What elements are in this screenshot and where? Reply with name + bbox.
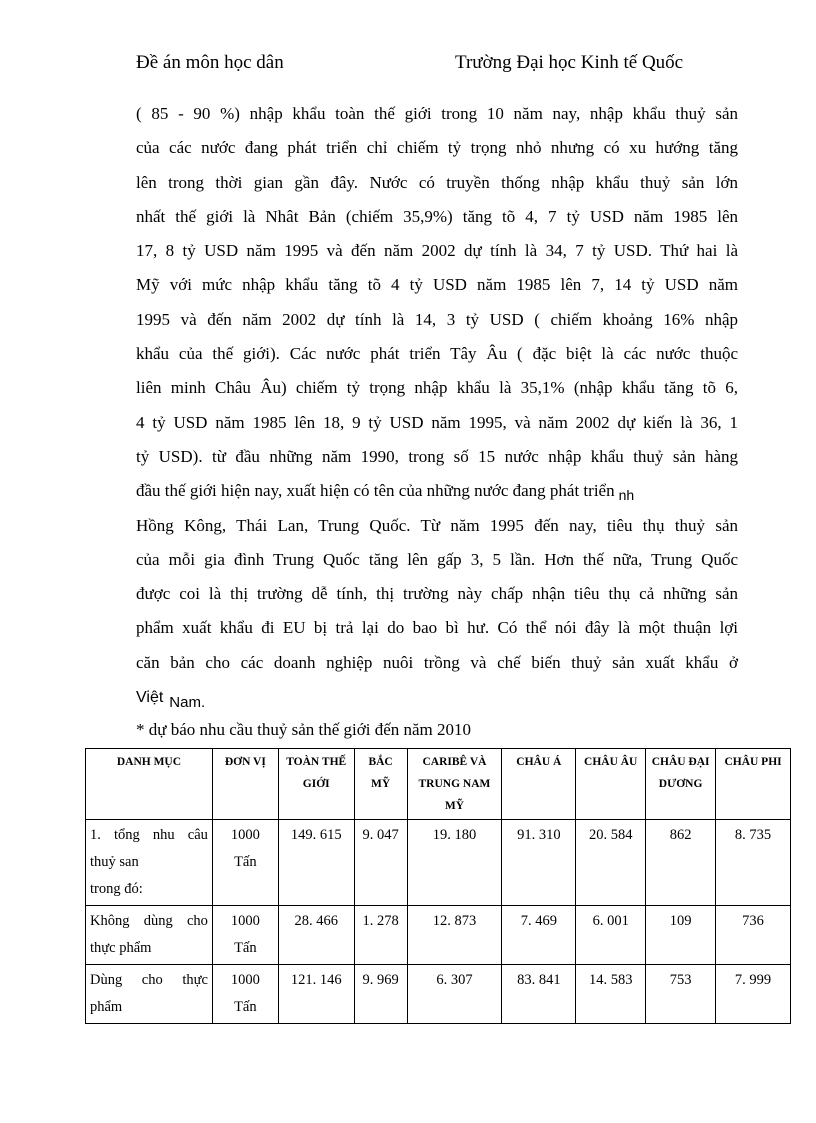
table-header-cell: CARIBÊ VÀ TRUNG NAM MỸ: [407, 749, 502, 820]
body-line-tail: nh: [618, 487, 635, 504]
table-header-cell: CHÂU ÂU: [576, 749, 646, 820]
body-line: Hồng Kông, Thái Lan, Trung Quốc. Từ năm 1995 đến nay, tiêu thụ thuỷ sản: [136, 515, 738, 535]
table-value-cell: 736: [716, 906, 791, 965]
table-category-cell: [86, 820, 213, 906]
header-course-title: Đề án môn học dân: [136, 52, 284, 73]
table-value-cell: 7. 999: [716, 965, 791, 1024]
table-row: [86, 965, 791, 1024]
table-category-cell: [86, 965, 213, 1024]
body-line: nhất thế giới là Nhât Bản (chiếm 35,9%) tăng tõ 4, 7 tỷ USD năm 1985 lên: [136, 206, 738, 226]
unit-line: 1000: [230, 913, 260, 929]
table-value-cell: 6. 307: [407, 965, 502, 1024]
body-last-line: [136, 680, 738, 714]
table-value-cell: 14. 583: [576, 965, 646, 1024]
body-line: khẩu của thế giới). Các nước phát triển Tây Âu ( đặc biệt là các nước thuộc: [136, 344, 738, 364]
body-paragraph: [136, 97, 738, 714]
table-header-cell: CHÂU Á: [502, 749, 576, 820]
table-value-cell: 109: [646, 906, 716, 965]
table-value-cell: 83. 841: [502, 965, 576, 1024]
body-line: 4 tỷ USD năm 1985 lên 18, 9 tỷ USD năm 1995, và năm 2002 dự kiến là 36, 1: [136, 412, 738, 432]
unit-line: Tấn: [234, 999, 257, 1015]
forecast-title: * dự báo nhu cầu thuỷ sản thế giới đến năm 2010: [136, 720, 472, 739]
table-header-cell: TOÀN THẾ GIỚI: [278, 749, 354, 820]
category-line: phẩm: [90, 999, 123, 1015]
category-line: Dùng cho thực: [90, 972, 208, 988]
table-row: [86, 906, 791, 965]
table-value-cell: 9. 969: [354, 965, 407, 1024]
table-value-cell: 1. 278: [354, 906, 407, 965]
table-value-cell: 28. 466: [278, 906, 354, 965]
unit-line: 1000: [230, 827, 260, 843]
body-line: lên trong thời gian gần đây. Nước có truyền thống nhập khẩu thuỷ sản lớn: [136, 172, 738, 192]
body-line: được coi là thị trường dễ tính, thị trường này chấp nhận tiêu thụ cả những sản: [136, 584, 738, 604]
unit-line: Tấn: [234, 940, 257, 956]
table-value-cell: 20. 584: [576, 820, 646, 906]
table-header-cell: DANH MỤC: [86, 749, 213, 820]
table-unit-cell: [212, 906, 278, 965]
table-value-cell: 19. 180: [407, 820, 502, 906]
body-line: căn bản cho các doanh nghiệp nuôi trồng và chế biến thuỷ sản xuất khẩu ở: [136, 652, 738, 672]
category-line: 1. tổng nhu câu: [90, 827, 208, 843]
table-value-cell: 8. 735: [716, 820, 791, 906]
category-line: Không dùng cho: [90, 913, 208, 929]
table-header-cell: CHÂU ĐẠI DƯƠNG: [646, 749, 716, 820]
table-header-cell: BẮC MỸ: [354, 749, 407, 820]
table-category-cell: [86, 906, 213, 965]
body-last-word-2: Nam.: [169, 694, 206, 712]
body-line: Mỹ với mức nhập khẩu tăng tõ 4 tỷ USD năm 1985 lên 7, 14 tỷ USD năm: [136, 275, 738, 295]
body-line: 17, 8 tỷ USD năm 1995 và đến năm 2002 dự tính là 34, 7 tỷ USD. Thứ hai là: [136, 241, 738, 261]
table-value-cell: 9. 047: [354, 820, 407, 906]
body-line: tỷ USD). từ đầu những năm 1990, trong số 15 nước nhập khẩu thuỷ sản hàng: [136, 446, 738, 466]
table-value-cell: 149. 615: [278, 820, 354, 906]
table-header-row: [86, 749, 791, 820]
table-row: [86, 820, 791, 906]
body-line: [136, 474, 738, 508]
table-value-cell: 6. 001: [576, 906, 646, 965]
header-university-name: Trường Đại học Kinh tế Quốc: [455, 52, 684, 73]
body-line: của các nước đang phát triển chỉ chiếm tỷ trọng nhỏ nhưng có xu hướng tăng: [136, 138, 738, 158]
table-unit-cell: [212, 965, 278, 1024]
table-header-cell: ĐƠN VỊ: [212, 749, 278, 820]
category-line: thực phẩm: [90, 940, 152, 956]
table-header-cell: CHÂU PHI: [716, 749, 791, 820]
table-value-cell: 862: [646, 820, 716, 906]
unit-line: Tấn: [234, 854, 257, 870]
table-unit-cell: [212, 820, 278, 906]
body-line: phẩm xuất khẩu đi EU bị trả lại do bao bì hư. Có thể nói đây là một thuận lợi: [136, 618, 738, 638]
body-line: của mỗi gia đình Trung Quốc tăng lên gấp 3, 5 lần. Hơn thế nữa, Trung Quốc: [136, 549, 738, 569]
unit-line: 1000: [230, 972, 260, 988]
body-line: 1995 và đến năm 2002 dự tính là 14, 3 tỷ USD ( chiếm khoảng 16% nhập: [136, 309, 738, 329]
forecast-table: [85, 748, 791, 1024]
body-line-text: đầu thế giới hiện nay, xuất hiện có tên của những nước đang phát triển: [136, 481, 615, 501]
body-line: ( 85 - 90 %) nhập khẩu toàn thế giới trong 10 năm nay, nhập khẩu thuỷ sản: [136, 104, 738, 123]
table-value-cell: 7. 469: [502, 906, 576, 965]
category-line: thuỷ san: [90, 854, 139, 870]
table-value-cell: 121. 146: [278, 965, 354, 1024]
body-last-word-1: Việt: [136, 689, 164, 707]
body-line: liên minh Châu Âu) chiếm tỷ trọng nhập khẩu là 35,1% (nhập khẩu tăng tõ 6,: [136, 378, 738, 398]
table-value-cell: 91. 310: [502, 820, 576, 906]
table-value-cell: 12. 873: [407, 906, 502, 965]
table-value-cell: 753: [646, 965, 716, 1024]
category-line: trong đó:: [90, 881, 143, 897]
